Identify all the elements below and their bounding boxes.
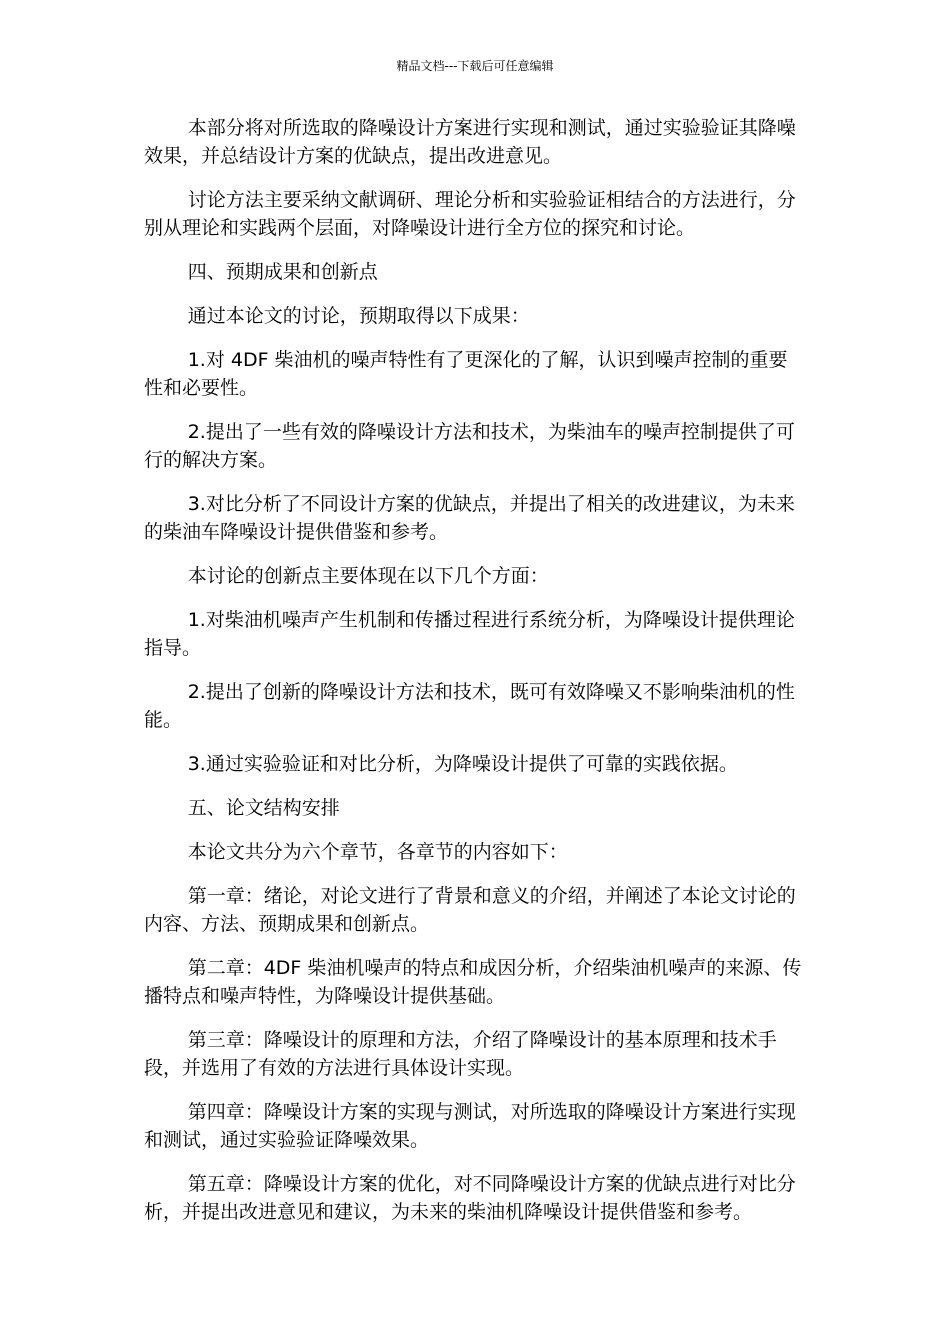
paragraph: 通过本论文的讨论，预期取得以下成果： [187, 305, 530, 327]
section-heading: 四、预期成果和创新点 [187, 261, 378, 283]
list-item: 1.对 4DF 柴油机的噪声特性有了更深化的了解，认识到噪声控制的重要性和必要性。 [144, 349, 788, 399]
paragraph: 讨论方法主要采纳文献调研、理论分析和实验验证相结合的方法进行，分别从理论和实践两个层面，对降噪设计进行全方位的探究和讨论。 [144, 189, 796, 239]
page-header: 精品文档---下载后可任意编辑 [396, 59, 554, 73]
list-item: 1.对柴油机噪声产生机制和传播过程进行系统分析，为降噪设计提供理论指导。 [144, 609, 795, 659]
list-item: 2.提出了一些有效的降噪设计方法和技术，为柴油车的噪声控制提供了可行的解决方案。 [144, 421, 795, 471]
section-heading: 五、论文结构安排 [187, 797, 340, 819]
chapter-item: 第三章：降噪设计的原理和方法，介绍了降噪设计的基本原理和技术手段，并选用了有效的方法进行具体设计实现。 [144, 1029, 777, 1079]
chapter-item: 第一章：绪论，对论文进行了背景和意义的介绍，并阐述了本论文讨论的内容、方法、预期成果和创新点。 [144, 885, 796, 935]
paragraph: 本论文共分为六个章节，各章节的内容如下： [187, 841, 568, 863]
document-body [144, 114, 804, 1242]
chapter-item: 第五章：降噪设计方案的优化，对不同降噪设计方案的优缺点进行对比分析，并提出改进意见和建议，为未来的柴油机降噪设计提供借鉴和参考。 [144, 1173, 796, 1223]
list-item: 2.提出了创新的降噪设计方法和技术，既可有效降噪又不影响柴油机的性能。 [144, 681, 795, 731]
paragraph: 本部分将对所选取的降噪设计方案进行实现和测试，通过实验验证其降噪效果，并总结设计方案的优缺点，提出改进意见。 [144, 117, 796, 167]
list-item: 3.通过实验验证和对比分析，为降噪设计提供了可靠的实践依据。 [187, 753, 738, 775]
chapter-item: 第四章：降噪设计方案的实现与测试，对所选取的降噪设计方案进行实现和测试，通过实验验证降噪效果。 [144, 1101, 796, 1151]
paragraph: 本讨论的创新点主要体现在以下几个方面： [187, 565, 549, 587]
chapter-item: 第二章：4DF 柴油机噪声的特点和成因分析，介绍柴油机噪声的来源、传播特点和噪声特性，为降噪设计提供基础。 [144, 957, 802, 1007]
list-item: 3.对比分析了不同设计方案的优缺点，并提出了相关的改进建议，为未来的柴油车降噪设计提供借鉴和参考。 [144, 493, 795, 543]
